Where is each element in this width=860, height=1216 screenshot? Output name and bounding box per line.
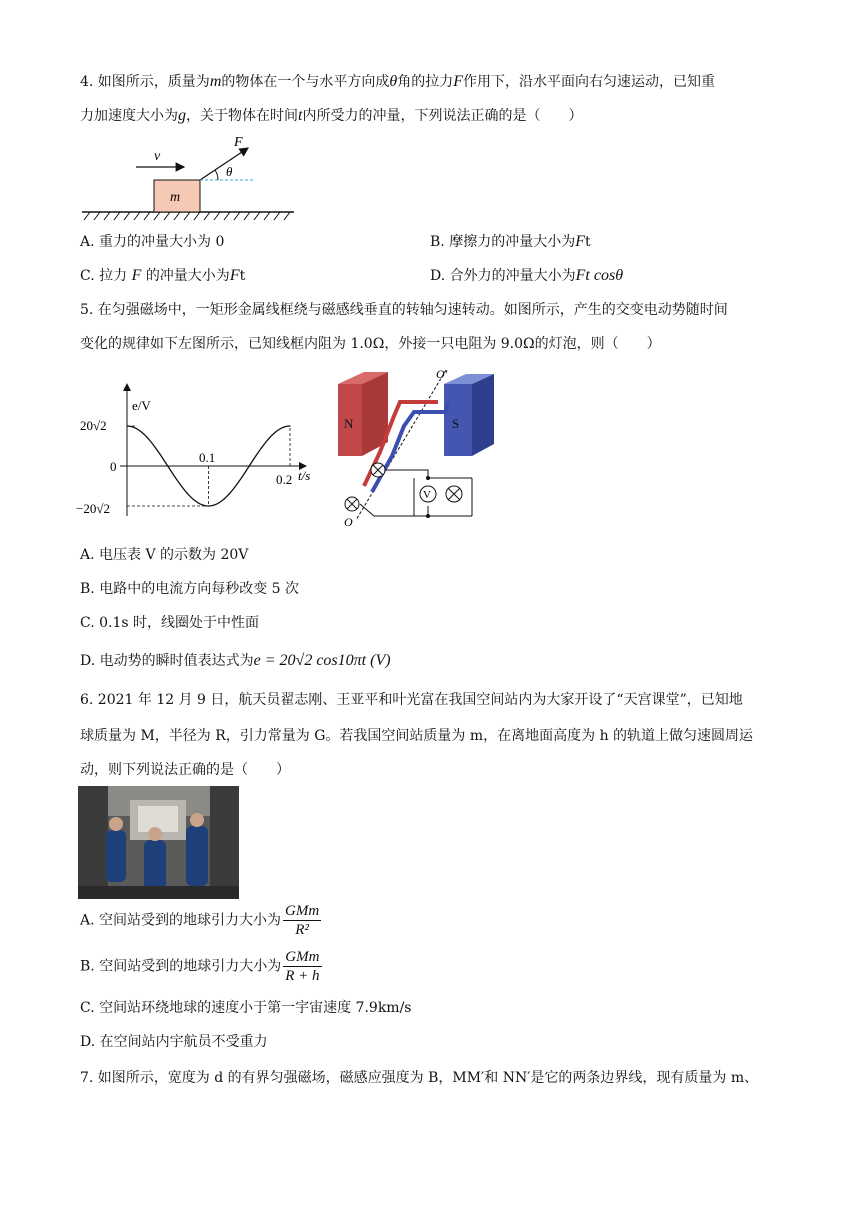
q5-stem-line1: 5. 在匀强磁场中，一矩形金属线框绕与磁感线垂直的转轴匀速转动。如图所示，产生的交变电动势随时间 [80, 302, 728, 318]
force-label: F [234, 135, 243, 150]
emf-data-point [188, 494, 189, 495]
q6-option-c[interactable]: C. 空间站环绕地球的速度小于第一宇宙速度 7.9km/s [80, 1000, 412, 1016]
q5-option-d[interactable]: D. 电动势的瞬时值表达式为e = 20√2 cos10πt (V) [80, 652, 391, 669]
q4-option-c[interactable]: C. 拉力 F 的冲量大小为Ft [80, 267, 246, 284]
q4-figure [78, 134, 300, 224]
q4-option-d[interactable]: D. 合外力的冲量大小为Ft cosθ [430, 267, 624, 284]
q6-option-b[interactable]: B. 空间站受到的地球引力大小为 $\frac{\text{GMm}}{R + h}$ [80, 949, 320, 984]
n-pole-label: N [344, 416, 354, 431]
y-tick-label-top: 20√2 [80, 418, 107, 433]
q5-stem-line2: 变化的规律如下左图所示，已知线框内阻为 1.0Ω，外接一只电阻为 9.0Ω的灯泡，则（ ） [80, 336, 661, 352]
q6-option-d[interactable]: D. 在空间站内宇航员不受重力 [80, 1034, 268, 1050]
x-tick-label-0.2: 0.2 [276, 472, 293, 487]
s-pole-side [472, 374, 494, 456]
q6-stem-line1: 6. 2021 年 12 月 9 日，航天员翟志刚、王亚平和叶光富在我国空间站内为大家开设了“天宫课堂”，已知地 [80, 692, 743, 708]
x-axis-label: t/s [298, 468, 311, 483]
emf-data-point [167, 465, 168, 466]
generator-figure [334, 366, 494, 530]
q4-stem-line2: 力加速度大小为g，关于物体在时间t内所受力的冲量，下列说法正确的是（ ） [80, 107, 583, 124]
q4-option-b[interactable]: B. 摩擦力的冲量大小为Ft [430, 233, 591, 250]
tiangong-classroom-photo [78, 786, 239, 899]
q4-option-a[interactable]: A. 重力的冲量大小为 0 [80, 234, 225, 250]
mass-label: m [170, 190, 181, 205]
q5-option-c[interactable]: C. 0.1s 时，线圈处于中性面 [80, 615, 260, 631]
emf-chart [76, 380, 326, 520]
q6-option-a[interactable]: A. 空间站受到的地球引力大小为 $\frac{\text{GMm}}{\text{R²}}$ [80, 903, 320, 938]
y-tick-label-bottom: −20√2 [76, 501, 110, 516]
theta-label: θ [226, 164, 233, 179]
axis-label-top: O′ [436, 367, 448, 381]
force-arrow [200, 148, 248, 180]
axis-label-bottom: O [344, 515, 353, 529]
x-tick-label-0.1: 0.1 [199, 450, 216, 465]
s-pole-label: S [452, 416, 460, 431]
emf-data-point [249, 465, 250, 466]
angle-arc [215, 170, 218, 180]
circuit-wire-top [386, 470, 428, 478]
q5-option-a[interactable]: A. 电压表 V 的示数为 20V [80, 547, 249, 563]
emf-data-point [269, 437, 270, 438]
q6-stem-line3: 动，则下列说法正确的是（ ） [80, 762, 290, 778]
y-tick-label-zero: 0 [110, 459, 117, 474]
velocity-label: v [154, 149, 161, 164]
circuit-wire-bottom [360, 504, 428, 516]
voltmeter-label: V [423, 489, 431, 501]
q7-stem-line1: 7. 如图所示，宽度为 d 的有界匀强磁场，磁感应强度为 B，MM′和 NN′是它的两条边界线，现有质量为 m、 [80, 1070, 759, 1086]
q5-option-b[interactable]: B. 电路中的电流方向每秒改变 5 次 [80, 581, 299, 597]
emf-data-point [228, 494, 229, 495]
q6-stem-line2: 球质量为 M，半径为 R，引力常量为 G。若我国空间站质量为 m，在离地面高度为 h 的轨道上做匀速圆周运 [80, 728, 754, 744]
q4-stem-line1: 4. 如图所示，质量为m的物体在一个与水平方向成θ角的拉力F作用下，沿水平面向右匀速运动，已知重 [80, 73, 716, 90]
y-axis-label: e/V [132, 398, 151, 413]
emf-data-point [147, 437, 148, 438]
ground-hatching [84, 212, 290, 220]
